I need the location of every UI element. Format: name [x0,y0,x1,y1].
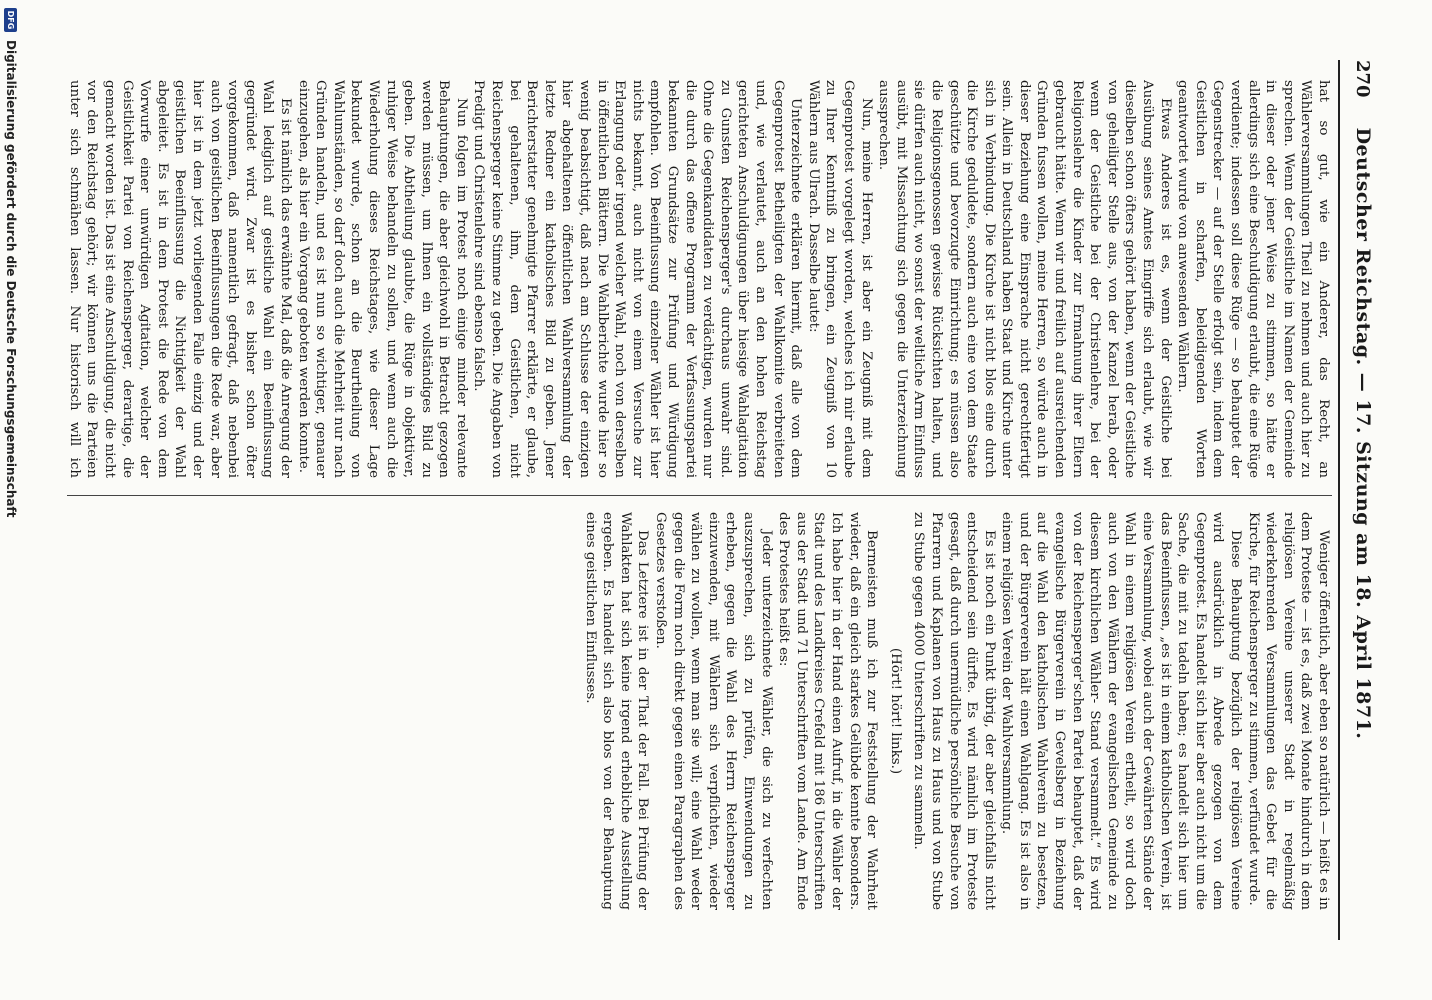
paragraph: Nun, meine Herren, ist aber ein Zeugniß mit dem Gegenprotest vorgelegt worden, welches ich mir erlaube zu Ihrer Kenntniß zu bringen, ein Zeugniß von 10 Wählern aus Ulrach. Dasselbe lautet: [805,80,874,478]
left-column [67,80,1332,478]
credit-text: Digitalisierung gefördert durch die Deutsche Forschungsgemeinschaft [4,40,18,518]
paragraph: Es ist noch ein Punkt übrig, der aber gleichfalls nicht entscheidend sein dürfte. Es wird nämlich im Proteste gesagt, daß durch unermüdliche persönliche Besuche von Pfarrern und Kaplanen von Haus zu Haus und von Stube zu Stube gegen 4000 Unterschriften zu sammeln. [911,512,997,910]
paragraph: Diese Behauptung bezüglich der religiösen Vereine wird ausdrücklich in Abrede gezogen von dem Gegenprotest. Es handelt sich hier aber auch nicht um die Sache, die mit zu tadeln haben; es handelt sich hier um das Beeinflussen, „es ist in einem katholischen Verein, ist eine Versammlung, wobei auch der Gewährten Stände der Wahl in einem religiösen Verein ertheilt, so wird doch auch von den Wählern der evangelischen Gemeinde zu diesem kirchlichen Wähler- Stand versammelt.“ Es wird von der Reichensperger'schen Partei behauptet, daß der evangelische Bürgerverein in Gevelsberg in Beziehung auf die Wahl den katholischen Wahlverein zu besetzen, und der Bürgerverein hält einen Wahlgang. Es ist also in einem religiösen Verein der Wahlversammlung. [999,512,1244,910]
paragraph: Das Letztere ist in der That der Fall. Bei Prüfung der Wahlakten hat sich keine irgend erhebliche Ausstellung ergeben. Es handelt sich also blos von der Behauptung eines geistlichen Einflusses. [582,512,651,910]
paragraph: Weniger öffentlich, aber eben so natürlich — heißt es in dem Proteste — ist es, daß zwei Monate hindurch in dem religiösen Vereine unserer Stadt in regelmäßig wiederkehrenden Versammlungen das Gebet für die Kirche, für Reichensperger zu stimmen, verfündet wurde. [1245,512,1331,910]
paragraph: Etwas Anderes ist es, wenn der Geistliche bei Ausübung seines Amtes Eingriffe sich erlaubt, wie wir dieselben schon öfters gehört haben, wenn der Geistliche von geheiligter Stelle aus, von der Kanzel herab, oder wenn der Geistliche bei der Christenlehre, bei der Religionslehre die Kinder zur Ermahnung ihrer Eltern gebraucht hätte. Wenn wir und freilich auf ausreichenden Gründen fussen wollen, meine Herren, so würde auch in dieser Beziehung eine Einsprache nicht gerechtfertigt sein. Allein in Deutschland haben Staat und Kirche unter sich in Verbindung. Die Kirche ist nicht blos eine durch die Kirche geduldete, sondern auch eine von dem Staate geschützte und bevorzugte Einrichtung; es müssen also die Religionsgenossen gewisse Rücksichten halten, und sie dürfen auch nicht, wo sonst der weltliche Arm Einfluss ausübt, mit Missachtung sich gegen die Unterzeichnung aussprechen. [876,80,1173,478]
column-divider [67,495,1332,496]
paragraph: Bermeisten muß ich zur Feststellung der Wahrheit wieder, daß ein gleich starkes Gelübde kennte besonders. Ich habe hier in der Hand einen Aufruf, in die Wähler der Stadt und des Landkreises Crefeld mit 186 Unterschriften aus der Stadt und 71 Unterschriften vom Lande. Am Ende des Protestes heißt es: [776,512,880,910]
right-column [67,512,1332,910]
dfg-logo: DFG [5,8,18,32]
interjection: (Hört! hört! links.) [887,647,903,775]
page-header [1338,60,1374,940]
quoted-paragraph: Jeder unterzeichnete Wähler, die sich zu verfechten auszusprechen, sich zu prüfen, Einwendungen zu erheben, gegen die Wahl des Herrn Reichensperger einzuwenden, mit Wählern sich verpflichten, wieder wählen zu wollen, wenn man sie will; eine Wahl weder gegen die Form noch direkt gegen einen Paragraphen des Gesetzes verstoßen. [653,512,774,910]
paragraph: hat so gut, wie ein Anderer, das Recht, an Wählerversammlungen Theil zu nehmen und auch hier zu sprechen. Wenn der Geistliche im Namen der Gemeinde in dieser oder jener Weise zu stimmen, so hätte er allerdings sich eine Beschuldigung erlaubt, die eine Rüge verdiente; indessen soll diese Rüge — so behauptet der Gegenstrecker — auf der Stelle erfolgt sein, indem dem Geistlichen in scharfen, beleidigenden Worten geantwortet wurde von anwesenden Wählern. [1175,80,1331,478]
page-number: 270 [1352,60,1373,98]
digitization-credit [0,0,22,1000]
quoted-paragraph: Unterzeichnete erklären hiermit, daß alle von dem Gegenprotest Betheiligten der Wahlkomite verbreiteten und, wie verlautet, auch an den hohen Reichstag gerichteten Anschuldigungen über hiesige Wahlagitation zu Gunsten Reichensperger's durchaus unwahr sind. Ohne die Gegenkandidaten zu verdächtigen, wurden nur die durch das offene Programm der Verfassungspartei bekannten Grundsätze zur Prüfung und Würdigung empfohlen. Von Beeinflussung einzelner Wähler ist hier nichts bekannt, auch nicht von einem Versuche zur Erlangung oder irgend welcher Wahl, noch von derselben in öffentlichen Blättern. Die Wahlberichte wurde hier so wenig beabsichtigt, daß nach am Schlusse der einzigen hier abgehaltenen öffentlichen Wahlversammlung der letzte Redner ein katholisches Bild zu geben. Jener Berichterstatter genehmigte Pfarrer erklärte, er glaube, bei gehaltenen, ihm, dem Geistlichen, nicht Reichensperger keine Stimme zu geben. Die Angaben von Predigt und Christenlehre sind ebenso falsch. [471,80,804,478]
paragraph: Es ist nämlich das erwähnte Mal, daß die Anregung der Wahl lediglich auf geistliche Wahl ein Beeinflussung gegründet wird. Zwar ist es bisher schon öfter vorgekommen, daß namentlich gefragt, daß nebenbei auch von geistlichen Beeinflussungen die Rede war, aber hier ist in dem jetzt vorliegenden Falle einzig und der geistlichen Beeinflussung die Nichtigkeit der Wahl abgeleitet. Es ist in dem Protest die Rede von dem Vorwurfe einer unwürdigen Agitation, welcher der Geistlichkeit Partei von Reichensperger, derartige, die gemacht worden ist. Das ist eine Anschuldigung, die nicht vor den Reichstag gehört; wir können uns die Parteien unter sich schmähen lassen. Nur historisch will ich [67,80,293,478]
paragraph: Nun folgen im Protest noch einige minder relevante Behauptungen, die aber gleichwohl in Betracht gezogen werden müssen, um Ihnen ein vollständiges Bild zu geben. Die Abtheilung glaubte, die Rüge in objektiver, ruhiger Weise behandeln zu sollen, und wenn auch die Wiederholung dieses Reichstages, wie dieser Lage bekundet wurde, schon an die Beurtheilung von Wahlumständen, so darf doch auch die Mehrheit nur nach Gründen handeln, und es ist nun so wichtiger, genauer einzugehen, als hier ein Vorgang geboten werden konnte. [295,80,469,478]
running-head: Deutscher Reichstag. — 17. Sitzung am 18. April 1871. [1352,127,1374,740]
